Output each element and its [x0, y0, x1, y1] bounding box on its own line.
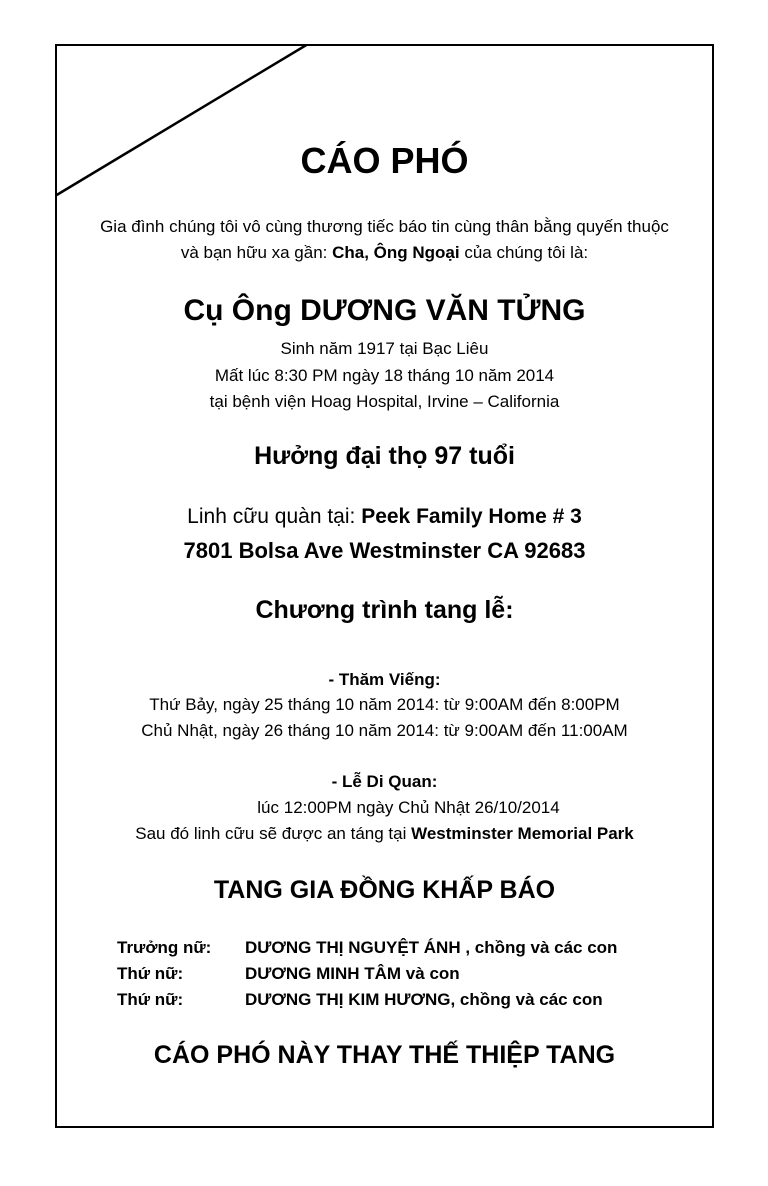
intro-line-2	[55, 243, 714, 263]
viewing-location	[55, 505, 714, 529]
page-title: CÁO PHÓ	[300, 140, 469, 181]
deceased-name: Cụ Ông DƯƠNG VĂN TỬNG	[183, 294, 586, 327]
burial-place: Westminster Memorial Park	[411, 824, 634, 843]
intro-suffix: của chúng tôi là:	[459, 243, 589, 262]
program-heading: Chương trình tang lễ:	[255, 596, 514, 624]
burial-prefix: Sau đó linh cữu sẽ được an táng tại	[135, 824, 412, 843]
family-relation: Thứ nữ:	[117, 964, 184, 983]
family-relation: Thứ nữ:	[117, 990, 184, 1009]
death-info: Mất lúc 8:30 PM ngày 18 tháng 10 năm 2014	[214, 366, 555, 385]
departure-heading: - Lễ Di Quan:	[331, 772, 438, 791]
viewing-address: 7801 Bolsa Ave Westminster CA 92683	[183, 538, 586, 563]
family-member-name: DƯƠNG THỊ KIM HƯƠNG, chồng và các con	[245, 990, 603, 1009]
viewing-prefix: Linh cữu quàn tại:	[187, 505, 362, 528]
visitation-heading: - Thăm Viếng:	[328, 670, 441, 689]
departure-time: lúc 12:00PM ngày Chủ Nhật 26/10/2014	[257, 798, 560, 817]
visitation-saturday: Thứ Bảy, ngày 25 tháng 10 năm 2014: từ 9:00AM đến 8:00PM	[149, 695, 620, 714]
visitation-sunday: Chủ Nhật, ngày 26 tháng 10 năm 2014: từ 9:00AM đến 11:00AM	[141, 721, 628, 740]
intro-line-1: Gia đình chúng tôi vô cùng thương tiếc báo tin cùng thân bằng quyến thuộc	[100, 217, 669, 236]
birth-info: Sinh năm 1917 tại Bạc Liêu	[280, 339, 489, 358]
family-member-name: DƯƠNG MINH TÂM và con	[245, 964, 460, 983]
relation-text: Cha, Ông Ngoại	[332, 243, 460, 262]
intro-prefix: và bạn hữu xa gần:	[180, 243, 333, 262]
family-relation: Trưởng nữ:	[117, 938, 212, 957]
closing-statement: CÁO PHÓ NÀY THAY THẾ THIỆP TANG	[153, 1041, 616, 1069]
death-place: tại bệnh viện Hoag Hospital, Irvine – California	[209, 392, 560, 411]
age-heading: Hưởng đại thọ 97 tuổi	[254, 442, 515, 470]
burial-info	[55, 824, 714, 844]
viewing-venue: Peek Family Home # 3	[361, 505, 582, 528]
family-member-name: DƯƠNG THỊ NGUYỆT ÁNH , chồng và các con	[245, 938, 618, 957]
family-notice: TANG GIA ĐỒNG KHẤP BÁO	[213, 876, 556, 904]
